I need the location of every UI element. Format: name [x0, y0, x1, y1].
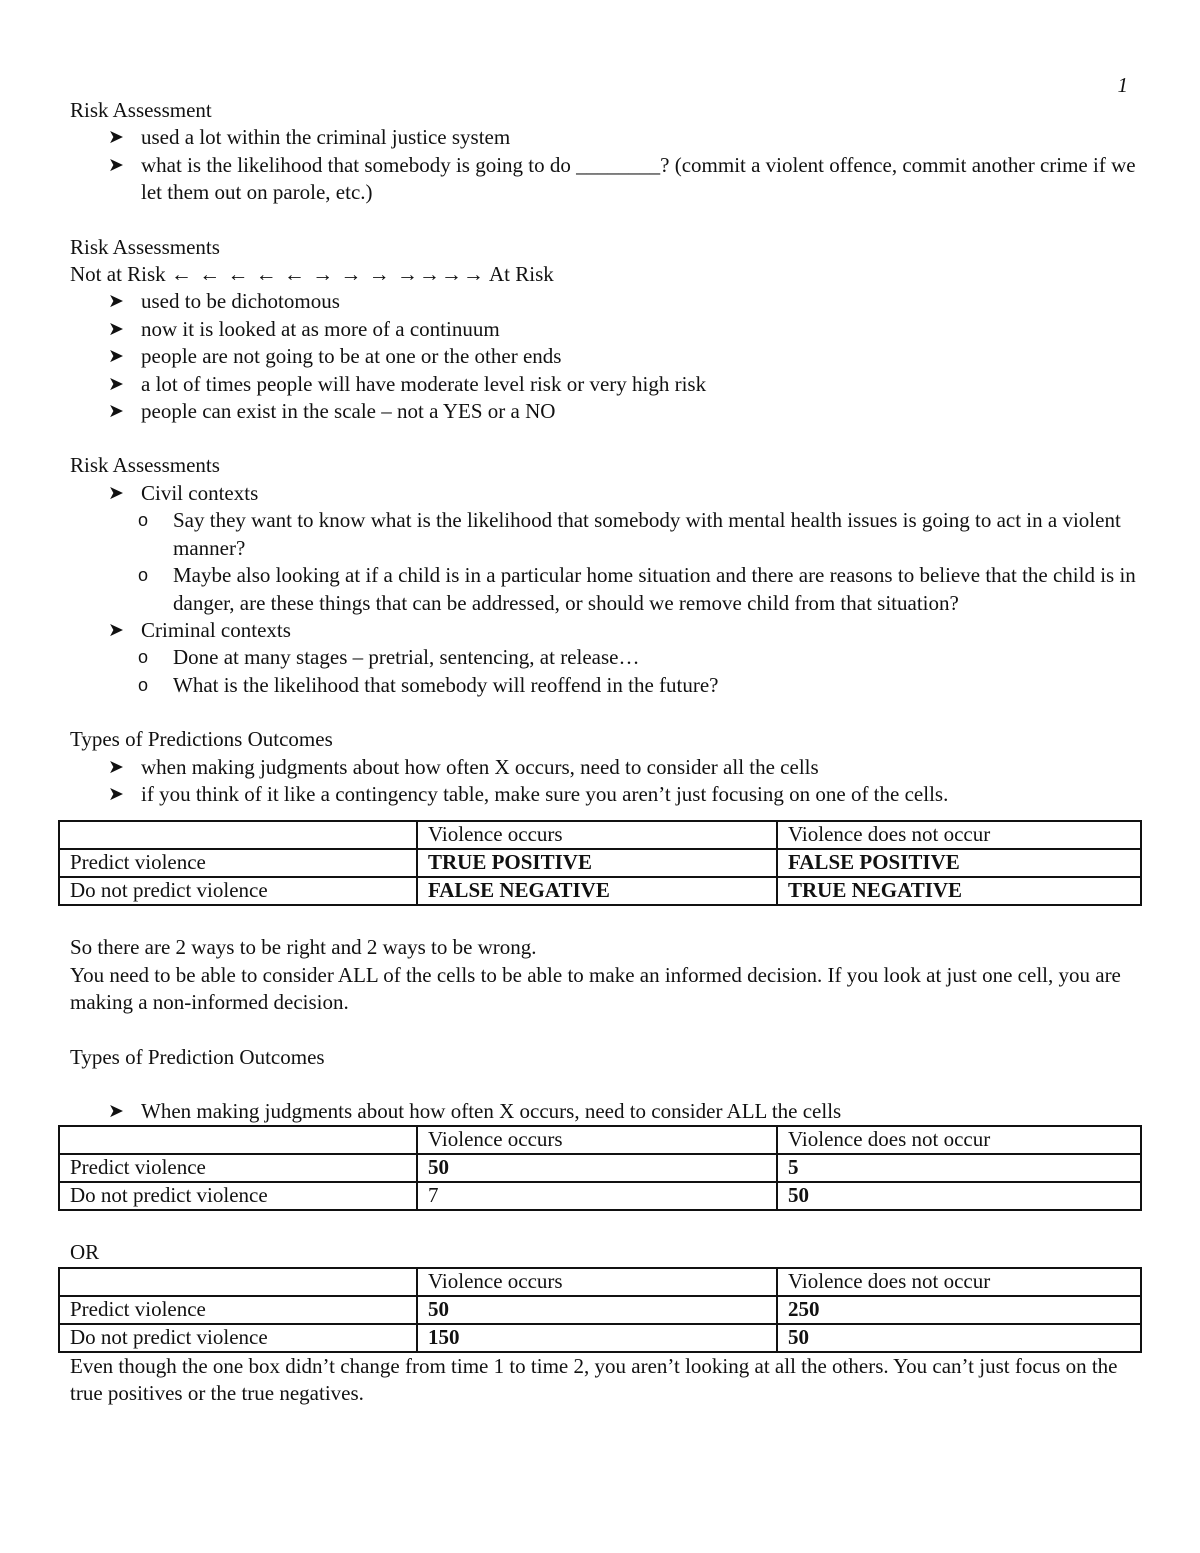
- sub-list-item: o Done at many stages – pretrial, sentencing, at release…: [138, 644, 1140, 671]
- sub-list-item: o What is the likelihood that somebody will reoffend in the future?: [138, 672, 1140, 699]
- list-item: ➤ if you think of it like a contingency table, make sure you aren’t just focusing on one of the cells.: [108, 781, 1140, 808]
- table-row: [59, 849, 1141, 877]
- table-cell: Predict violence: [59, 1296, 417, 1324]
- table-header-row: [59, 1268, 1141, 1296]
- risk-scale: [70, 261, 1140, 288]
- risk-scale-right-label: At Risk: [489, 262, 554, 287]
- table-cell: Do not predict violence: [59, 877, 417, 905]
- table-header-row: [59, 821, 1141, 849]
- bullet-list: [70, 124, 1140, 206]
- sub-list: [70, 644, 1140, 699]
- bullet-list: [70, 480, 1140, 699]
- table-cell: FALSE NEGATIVE: [417, 877, 777, 905]
- table-cell: Violence occurs: [417, 1268, 777, 1296]
- section-heading-risk-assessment: Risk Assessment: [70, 98, 212, 122]
- table-cell: Predict violence: [59, 1154, 417, 1182]
- paragraph: You need to be able to consider ALL of the cells to be able to make an informed decision. If you look at just one cell, you are making a non-informed decision.: [70, 962, 1121, 1015]
- sub-list: [70, 507, 1140, 617]
- example-table-1: [58, 1125, 1142, 1211]
- table-cell: [59, 1268, 417, 1296]
- table-row: [59, 1324, 1141, 1352]
- bullet-list: [70, 1098, 1140, 1125]
- bullet-list: [70, 288, 1140, 425]
- list-item-criminal-contexts: [108, 617, 1140, 699]
- sub-list-item: o Maybe also looking at if a child is in a particular home situation and there are reasons to believe that the child is in danger, are these things that can be addressed, or should we remove child from that situation?: [138, 562, 1140, 617]
- table-cell: 50: [777, 1182, 1141, 1210]
- list-item: ➤ when making judgments about how often X occurs, need to consider all the cells: [108, 754, 1140, 781]
- list-item: ➤ what is the likelihood that somebody is going to do ________? (commit a violent offence, commit another crime if we let them out on parole, etc.): [108, 152, 1140, 207]
- list-item-label: Criminal contexts: [141, 617, 291, 642]
- list-item: ➤ now it is looked at as more of a continuum: [108, 316, 1140, 343]
- table-cell: 250: [777, 1296, 1141, 1324]
- section-heading-types-of-predictions-outcomes: Types of Predictions Outcomes: [70, 727, 333, 752]
- table-row: [59, 1296, 1141, 1324]
- table-cell: TRUE POSITIVE: [417, 849, 777, 877]
- list-item: ➤ used to be dichotomous: [108, 288, 1140, 315]
- table-row: [59, 1182, 1141, 1210]
- list-item-civil-contexts: [108, 480, 1140, 617]
- table-cell: 50: [417, 1154, 777, 1182]
- outcomes-table: [58, 820, 1142, 906]
- table-cell: 50: [777, 1324, 1141, 1352]
- list-item: ➤ used a lot within the criminal justice system: [108, 124, 1140, 151]
- table-header-row: [59, 1126, 1141, 1154]
- table-cell: Violence occurs: [417, 821, 777, 849]
- or-label: OR: [70, 1240, 100, 1265]
- table-cell: Violence does not occur: [777, 1268, 1141, 1296]
- table-cell: Violence does not occur: [777, 1126, 1141, 1154]
- table-cell: Violence occurs: [417, 1126, 777, 1154]
- table-cell: Predict violence: [59, 849, 417, 877]
- table-cell: Do not predict violence: [59, 1324, 417, 1352]
- table-cell: [59, 821, 417, 849]
- table-cell: Violence does not occur: [777, 821, 1141, 849]
- list-item: ➤ people are not going to be at one or the other ends: [108, 343, 1140, 370]
- table-cell: 50: [417, 1296, 777, 1324]
- list-item: ➤ When making judgments about how often X occurs, need to consider ALL the cells: [108, 1098, 1140, 1125]
- sub-list-item: o Say they want to know what is the likelihood that somebody with mental health issues is going to act in a violent manner?: [138, 507, 1140, 562]
- section-heading-risk-assessments-contexts: Risk Assessments: [70, 453, 220, 478]
- risk-scale-left-label: Not at Risk: [70, 262, 166, 287]
- example-table-2: [58, 1267, 1142, 1353]
- closing-paragraph: Even though the one box didn’t change from time 1 to time 2, you aren’t looking at all the others. You can’t just focus on the true positives or the true negatives.: [70, 1353, 1118, 1406]
- paragraph: So there are 2 ways to be right and 2 ways to be wrong.: [70, 935, 537, 960]
- section-heading-risk-assessments: Risk Assessments: [70, 234, 220, 259]
- bullet-list: [70, 754, 1140, 809]
- table-cell: 150: [417, 1324, 777, 1352]
- table-row: [59, 1154, 1141, 1182]
- table-cell: Do not predict violence: [59, 1182, 417, 1210]
- table-cell: FALSE POSITIVE: [777, 849, 1141, 877]
- table-row: [59, 877, 1141, 905]
- risk-scale-arrows: ← ← ← ← ← → → → →→→→: [170, 262, 485, 287]
- list-item: ➤ a lot of times people will have moderate level risk or very high risk: [108, 371, 1140, 398]
- table-cell: 5: [777, 1154, 1141, 1182]
- list-item: ➤ people can exist in the scale – not a YES or a NO: [108, 398, 1140, 425]
- document-body: [70, 97, 1140, 1408]
- table-cell: TRUE NEGATIVE: [777, 877, 1141, 905]
- page-number: 1: [1117, 73, 1128, 97]
- list-item-label: Civil contexts: [141, 480, 259, 505]
- table-cell: [59, 1126, 417, 1154]
- section-heading-types-of-prediction-outcomes: Types of Prediction Outcomes: [70, 1044, 325, 1069]
- table-cell: 7: [417, 1182, 777, 1210]
